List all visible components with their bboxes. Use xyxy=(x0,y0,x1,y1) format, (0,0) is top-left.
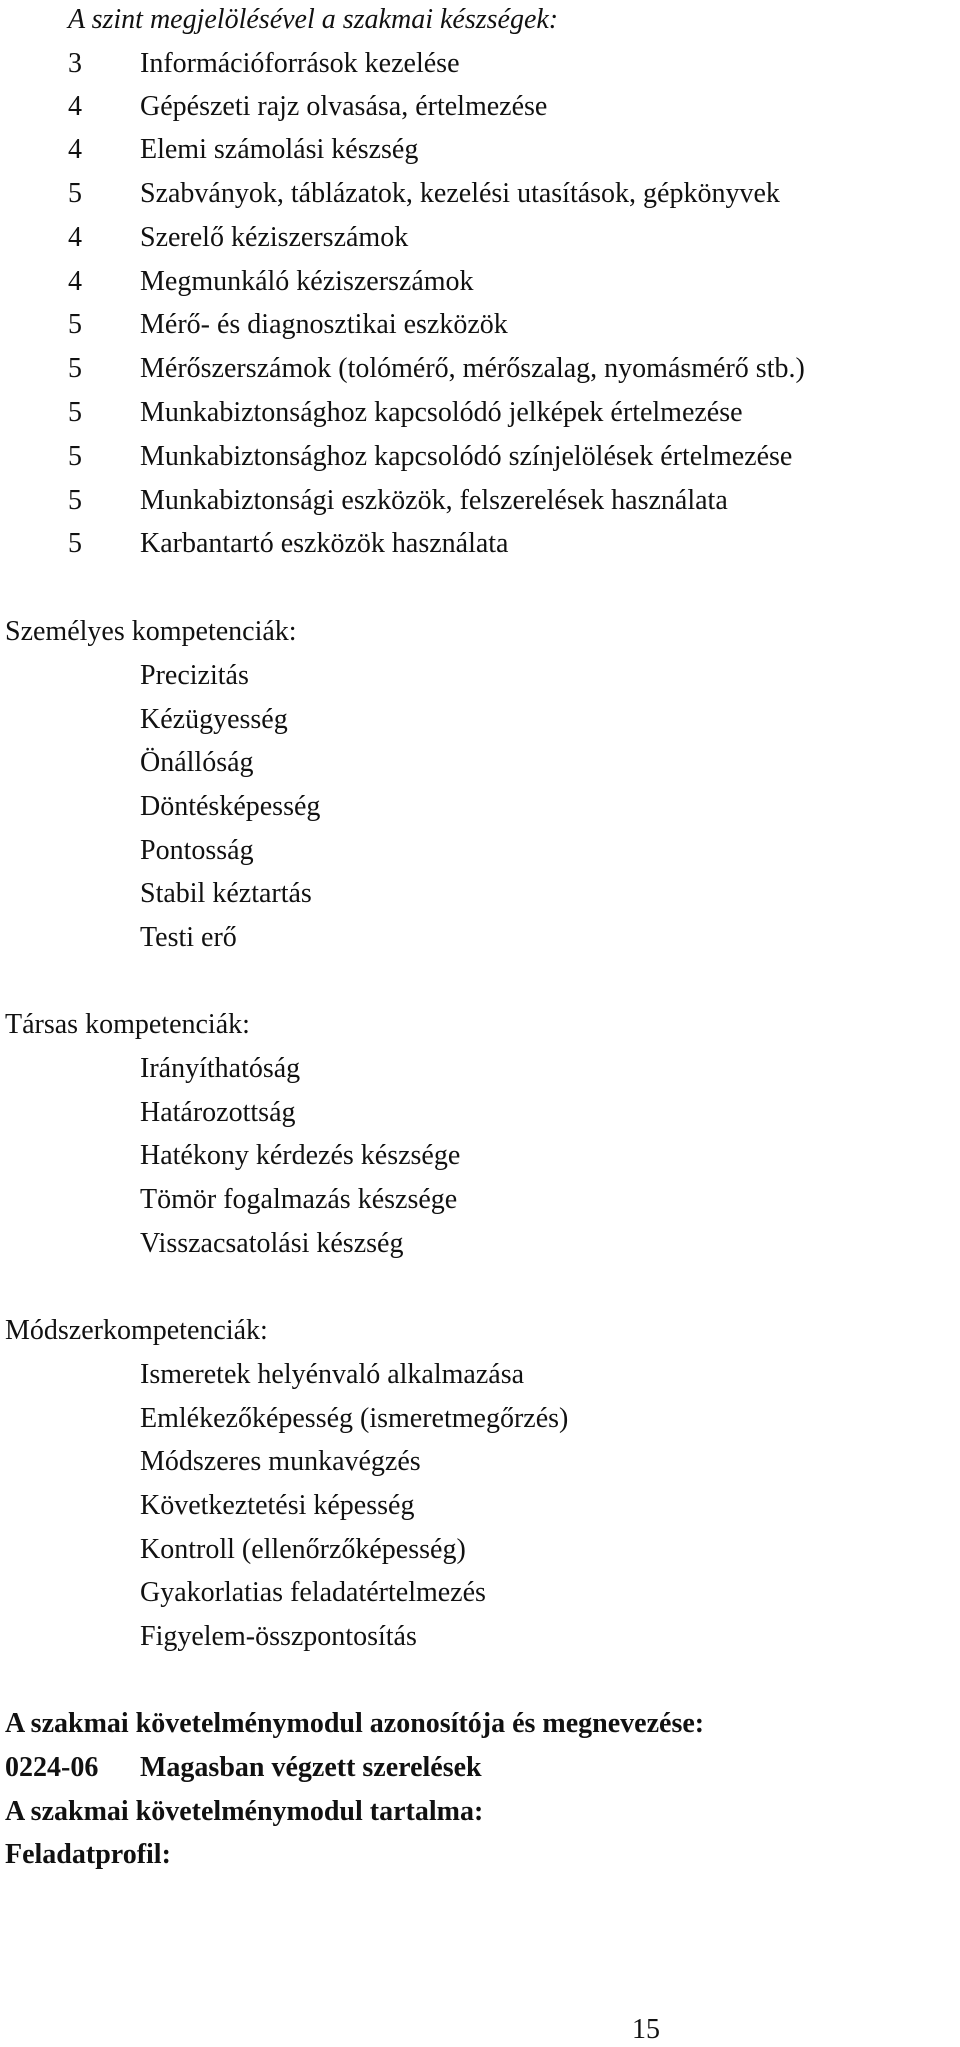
module-content-heading: A szakmai követelménymodul tartalma: xyxy=(5,1796,484,1827)
module-id-heading: A szakmai követelménymodul azonosítója és megnevezése: xyxy=(5,1708,705,1739)
task-profile-heading: Feladatprofil: xyxy=(5,1839,171,1870)
skill-text: Gépészeti rajz olvasása, értelmezése xyxy=(140,91,548,122)
skills-heading: A szint megjelölésével a szakmai készségek: xyxy=(68,4,559,35)
skill-level: 5 xyxy=(68,441,82,472)
method-competence-item: Ismeretek helyénvaló alkalmazása xyxy=(140,1359,525,1390)
page-number: 15 xyxy=(632,2014,660,2045)
personal-competence-item: Testi erő xyxy=(140,922,237,953)
social-competences-heading: Társas kompetenciák: xyxy=(5,1009,250,1040)
method-competence-item: Kontroll (ellenőrzőképesség) xyxy=(140,1534,466,1565)
skill-level: 3 xyxy=(68,48,82,79)
personal-competence-item: Precizitás xyxy=(140,660,249,691)
social-competence-item: Irányíthatóság xyxy=(140,1053,301,1084)
skill-text: Mérő- és diagnosztikai eszközök xyxy=(140,309,508,340)
social-competence-item: Visszacsatolási készség xyxy=(140,1228,404,1259)
skill-text: Munkabiztonsághoz kapcsolódó jelképek értelmezése xyxy=(140,397,743,428)
skill-level: 5 xyxy=(68,528,82,559)
skill-level: 5 xyxy=(68,309,82,340)
module-code: 0224-06 xyxy=(5,1752,99,1783)
skill-level: 5 xyxy=(68,178,82,209)
method-competences-heading: Módszerkompetenciák: xyxy=(5,1315,268,1346)
method-competence-item: Módszeres munkavégzés xyxy=(140,1446,421,1477)
skill-text: Mérőszerszámok (tolómérő, mérőszalag, nyomásmérő stb.) xyxy=(140,353,805,384)
skill-text: Munkabiztonsági eszközök, felszerelések használata xyxy=(140,485,728,516)
skill-level: 5 xyxy=(68,485,82,516)
personal-competence-item: Döntésképesség xyxy=(140,791,321,822)
skill-level: 4 xyxy=(68,91,82,122)
skill-text: Elemi számolási készség xyxy=(140,134,419,165)
social-competence-item: Határozottság xyxy=(140,1097,296,1128)
method-competence-item: Emlékezőképesség (ismeretmegőrzés) xyxy=(140,1403,569,1434)
personal-competences-heading: Személyes kompetenciák: xyxy=(5,616,297,647)
method-competence-item: Figyelem-összpontosítás xyxy=(140,1621,417,1652)
skill-text: Szabványok, táblázatok, kezelési utasítások, gépkönyvek xyxy=(140,178,780,209)
personal-competence-item: Kézügyesség xyxy=(140,704,288,735)
method-competence-item: Gyakorlatias feladatértelmezés xyxy=(140,1577,486,1608)
module-name: Magasban végzett szerelések xyxy=(140,1752,482,1783)
skill-text: Szerelő kéziszerszámok xyxy=(140,222,409,253)
skill-level: 4 xyxy=(68,134,82,165)
social-competence-item: Hatékony kérdezés készsége xyxy=(140,1140,461,1171)
personal-competence-item: Stabil kéztartás xyxy=(140,878,312,909)
skill-level: 4 xyxy=(68,222,82,253)
skill-text: Karbantartó eszközök használata xyxy=(140,528,509,559)
skill-level: 5 xyxy=(68,397,82,428)
method-competence-item: Következtetési képesség xyxy=(140,1490,415,1521)
skill-level: 5 xyxy=(68,353,82,384)
personal-competence-item: Önállóság xyxy=(140,747,254,778)
skill-level: 4 xyxy=(68,266,82,297)
skill-text: Munkabiztonsághoz kapcsolódó színjelölések értelmezése xyxy=(140,441,793,472)
skill-text: Információforrások kezelése xyxy=(140,48,460,79)
skill-text: Megmunkáló kéziszerszámok xyxy=(140,266,474,297)
personal-competence-item: Pontosság xyxy=(140,835,254,866)
social-competence-item: Tömör fogalmazás készsége xyxy=(140,1184,458,1215)
